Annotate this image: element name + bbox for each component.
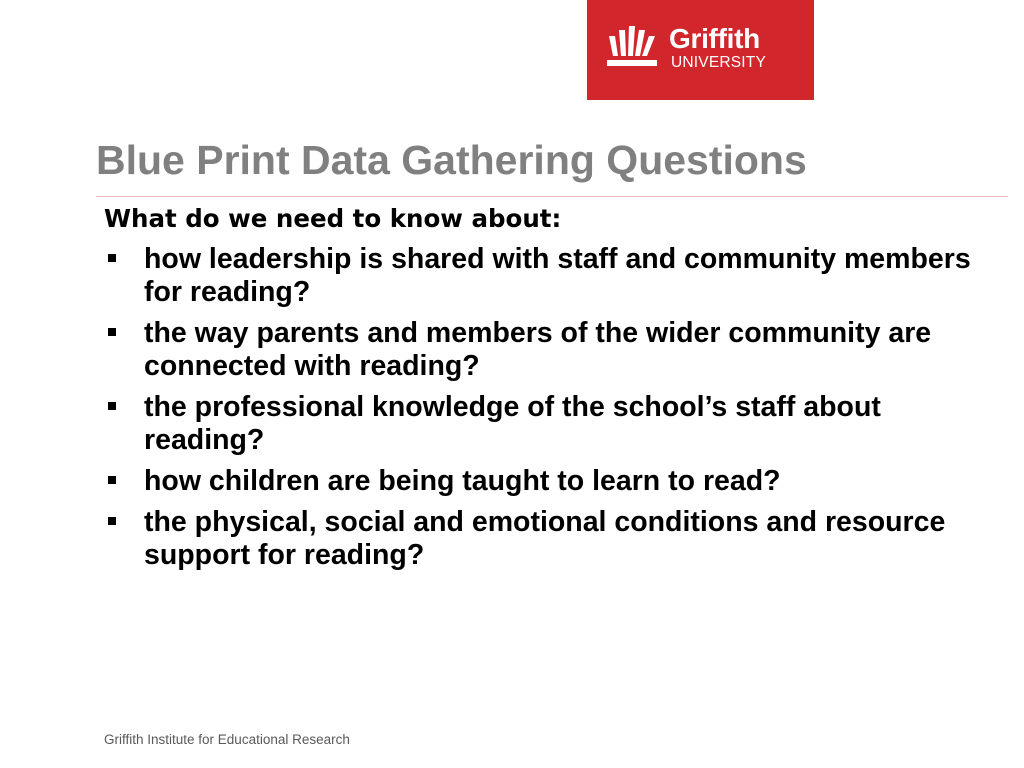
list-item [104, 465, 984, 498]
square-bullet-icon [108, 328, 116, 336]
list-item [104, 243, 984, 309]
list-item [104, 317, 984, 383]
question-list [104, 243, 984, 580]
intro-heading: What do we need to know about: [104, 204, 562, 233]
list-item-text: how leadership is shared with staff and community members for reading? [144, 243, 971, 308]
list-item [104, 506, 984, 572]
square-bullet-icon [108, 476, 116, 484]
list-item-text: the professional knowledge of the school’s staff about reading? [144, 391, 881, 456]
title-divider [96, 196, 1008, 197]
footer-text: Griffith Institute for Educational Research [104, 732, 350, 747]
square-bullet-icon [108, 254, 116, 262]
griffith-university-logo [587, 0, 814, 100]
list-item-text: the way parents and members of the wider community are connected with reading? [144, 317, 932, 382]
list-item-text: the physical, social and emotional conditions and resource support for reading? [144, 506, 946, 571]
list-item [104, 391, 984, 457]
slide-title: Blue Print Data Gathering Questions [96, 137, 807, 183]
logo-wordmark: Griffith [669, 23, 760, 54]
square-bullet-icon [108, 517, 116, 525]
list-item-text: how children are being taught to learn to read? [144, 465, 781, 497]
square-bullet-icon [108, 402, 116, 410]
logo-subtitle: UNIVERSITY [671, 54, 767, 71]
griffith-logo-mark-icon [605, 24, 665, 74]
